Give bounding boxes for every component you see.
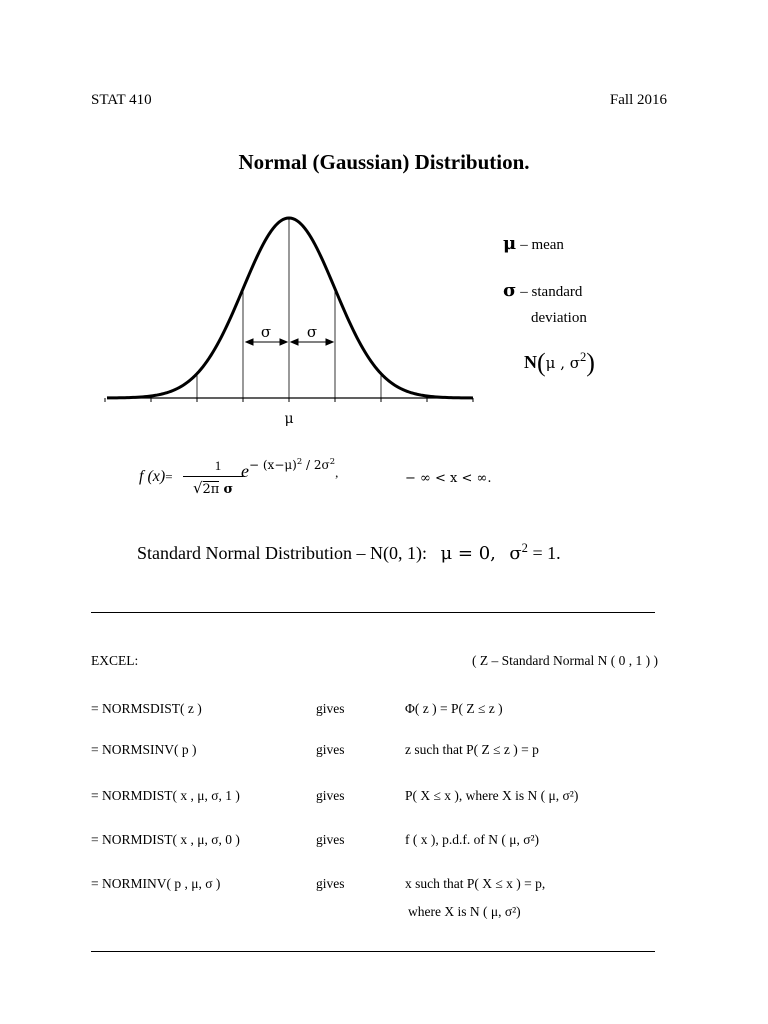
row-3-gives: gives: [316, 788, 345, 803]
mu-axis-label: μ: [284, 411, 294, 427]
sigma-symbol: σ: [503, 280, 517, 301]
row-3-formula: = NORMDIST( x , μ, σ, 1 ): [91, 788, 240, 803]
bell-curve: [107, 218, 473, 398]
normal-curve-figure: [100, 205, 480, 430]
legend-mu: [503, 233, 564, 254]
mu-symbol: μ: [503, 233, 517, 254]
pdf-fraction: [183, 458, 243, 497]
pdf-exp-sq2: 2: [329, 456, 336, 466]
row-3-result: P( X ≤ x ), where X is N ( μ, σ²): [405, 788, 579, 803]
standard-sigma: σ: [509, 543, 522, 564]
pdf-eq: =: [165, 469, 173, 484]
divider-top: [91, 612, 655, 613]
row-5-result: x such that P( X ≤ x ) = p,: [405, 876, 546, 891]
standard-normal-text: Standard Normal Distribution – N(0, 1):: [137, 543, 427, 563]
row-5-gives: gives: [316, 876, 345, 891]
sigma-label-left: σ: [260, 323, 272, 341]
sigma-label-right: σ: [306, 323, 318, 341]
notation-N: N: [524, 352, 537, 372]
page-title: Normal (Gaussian) Distribution.: [238, 150, 530, 174]
pdf-comma: ,: [335, 465, 339, 480]
row-2-result: z such that P( Z ≤ z ) = p: [405, 742, 539, 757]
row-1-gives: gives: [316, 701, 345, 716]
sigma-lines: [197, 218, 381, 398]
row-2-formula: = NORMSINV( p ): [91, 742, 197, 757]
standard-sigma-value: = 1.: [532, 543, 561, 563]
pdf-den-root: 2π: [202, 482, 220, 497]
excel-note: ( Z – Standard Normal N ( 0 , 1 ) ): [472, 653, 658, 668]
axis-ticks: [105, 398, 473, 402]
standard-mu: μ = 0,: [440, 543, 496, 564]
pdf-exp-over: / 2σ: [306, 458, 330, 472]
row-2-gives: gives: [316, 742, 345, 757]
divider-bottom: [91, 951, 655, 952]
row-5-formula: = NORMINV( p , μ, σ ): [91, 876, 221, 891]
row-1-formula: = NORMSDIST( z ): [91, 701, 202, 716]
sigma-description-cont: deviation: [531, 310, 587, 326]
row-5-result-cont: where X is N ( μ, σ²): [408, 904, 521, 919]
pdf-exponential: [241, 456, 339, 482]
standard-normal-line: [137, 541, 561, 564]
row-4-gives: gives: [316, 832, 345, 847]
excel-label: EXCEL:: [91, 653, 139, 668]
course-label: STAT 410: [91, 92, 152, 108]
legend-sigma: [503, 280, 582, 301]
term-label: Fall 2016: [609, 92, 667, 108]
row-4-formula: = NORMDIST( x , μ, σ, 0 ): [91, 832, 240, 847]
mu-description: – mean: [520, 237, 564, 253]
pdf-exp-sq: 2: [296, 456, 303, 466]
row-1-result: Φ( z ) = P( Z ≤ z ): [405, 701, 503, 716]
pdf-den-sigma: σ: [223, 482, 234, 497]
notation-args: μ , σ: [545, 354, 580, 372]
pdf-denominator: √2π σ: [183, 476, 243, 497]
sigma-description: – standard: [520, 284, 583, 300]
pdf-e: e: [241, 461, 249, 481]
pdf-exponent: − (x−μ): [249, 458, 297, 472]
standard-sigma-sq: 2: [521, 541, 528, 555]
row-4-result: f ( x ), p.d.f. of N ( μ, σ²): [405, 832, 540, 847]
pdf-domain: − ∞ < x < ∞.: [405, 471, 492, 486]
pdf-numerator: 1: [214, 458, 222, 473]
normal-notation: N(μ , $\sigma^2$): [524, 348, 595, 377]
notation-sq: 2: [579, 350, 587, 364]
pdf-lhs: [139, 468, 173, 486]
pdf-fx: f (x): [139, 468, 166, 485]
